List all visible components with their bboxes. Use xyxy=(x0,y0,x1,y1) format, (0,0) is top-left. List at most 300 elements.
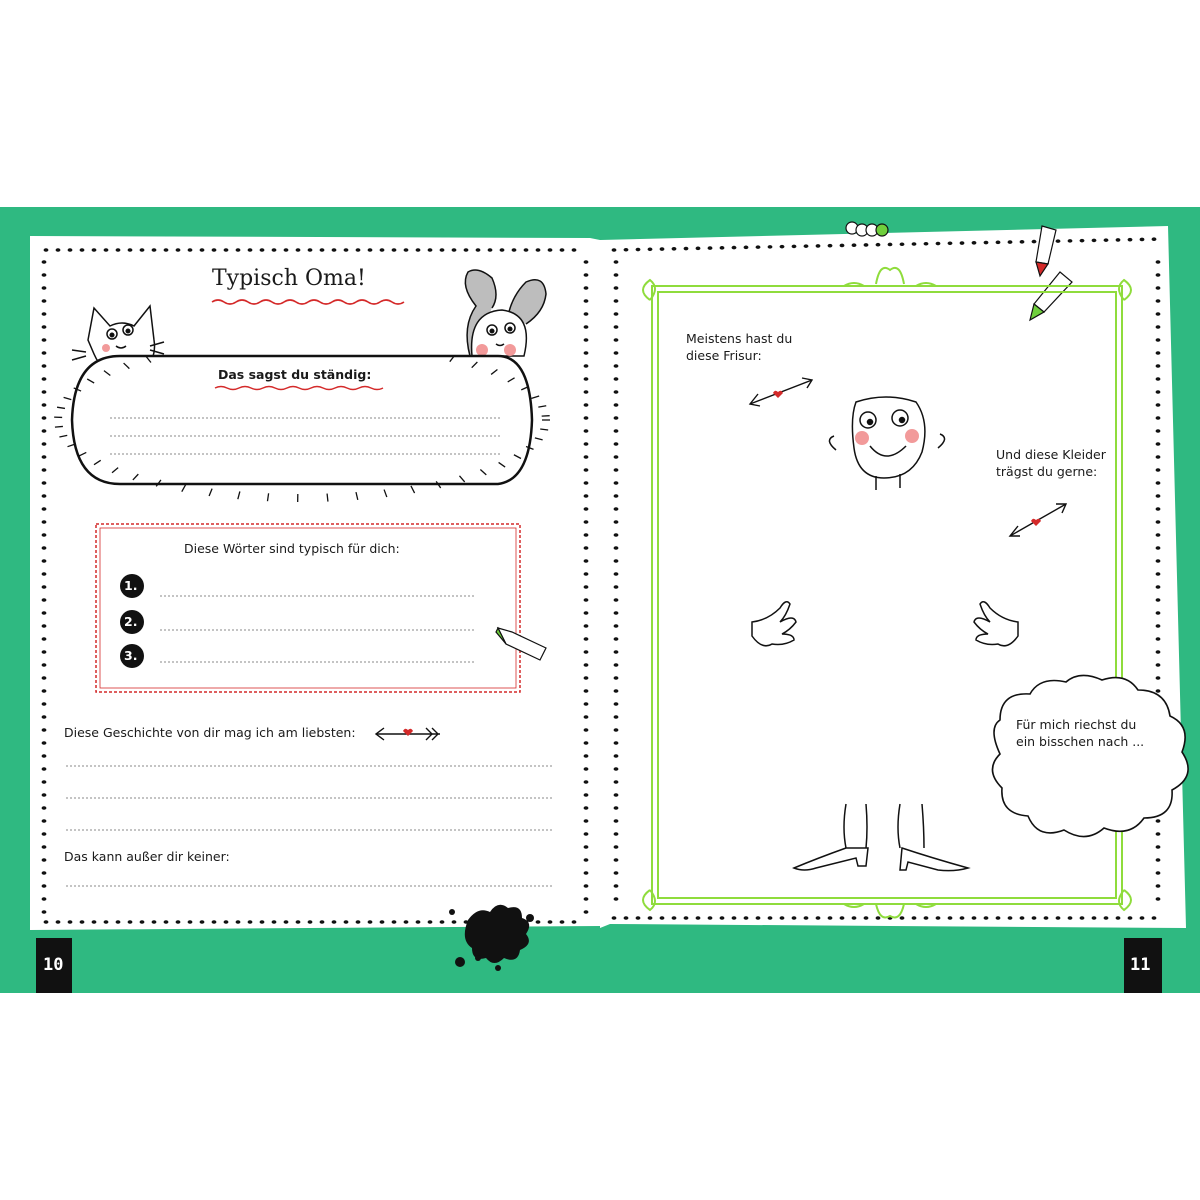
border-dot xyxy=(828,244,833,248)
border-dot xyxy=(584,559,589,563)
border-dot xyxy=(1156,520,1161,524)
hair-prompt: Meistens hast du diese Frisur: xyxy=(686,331,793,363)
border-dot xyxy=(560,920,565,924)
border-dot xyxy=(584,832,589,836)
border-dot xyxy=(768,916,773,920)
border-dot xyxy=(42,767,47,771)
border-dot xyxy=(614,780,619,784)
border-dot xyxy=(948,916,953,920)
border-dot xyxy=(614,286,619,290)
border-dot xyxy=(42,572,47,576)
border-dot xyxy=(584,676,589,680)
border-dot xyxy=(284,920,289,924)
border-dot xyxy=(42,325,47,329)
border-dot xyxy=(356,920,361,924)
border-dot xyxy=(80,248,85,252)
border-dot xyxy=(128,920,133,924)
border-dot xyxy=(614,897,619,901)
border-dot xyxy=(584,663,589,667)
caterpillar-icon xyxy=(846,222,888,236)
border-dot xyxy=(464,248,469,252)
border-dot xyxy=(1032,916,1037,920)
border-dot xyxy=(440,920,445,924)
border-dot xyxy=(614,845,619,849)
border-dot xyxy=(152,248,157,252)
border-dot xyxy=(176,248,181,252)
border-dot xyxy=(614,585,619,589)
border-dot xyxy=(104,248,109,252)
border-dot xyxy=(1104,916,1109,920)
border-dot xyxy=(780,916,785,920)
border-dot xyxy=(1156,585,1161,589)
border-dot xyxy=(584,910,589,914)
border-dot xyxy=(44,248,49,252)
border-dot xyxy=(42,468,47,472)
border-dot xyxy=(1044,916,1049,920)
border-dot xyxy=(42,260,47,264)
border-dot xyxy=(1080,916,1085,920)
border-dot xyxy=(320,920,325,924)
border-dot xyxy=(584,481,589,485)
border-dot xyxy=(584,494,589,498)
border-dot xyxy=(780,245,785,249)
border-dot xyxy=(42,728,47,732)
border-dot xyxy=(1156,299,1161,303)
border-dot xyxy=(584,611,589,615)
border-dot xyxy=(42,481,47,485)
border-dot xyxy=(42,910,47,914)
border-dot xyxy=(42,364,47,368)
border-dot xyxy=(584,416,589,420)
cloud-bubble xyxy=(992,675,1188,836)
border-dot xyxy=(1156,325,1161,329)
border-dot xyxy=(584,624,589,628)
border-dot xyxy=(1140,916,1145,920)
border-dot xyxy=(1156,819,1161,823)
border-dot xyxy=(584,312,589,316)
border-dot xyxy=(42,533,47,537)
border-dot xyxy=(260,248,265,252)
border-dot xyxy=(1156,845,1161,849)
border-dot xyxy=(42,559,47,563)
border-dot xyxy=(732,916,737,920)
border-dot xyxy=(1092,239,1097,243)
border-dot xyxy=(1156,364,1161,368)
border-dot xyxy=(236,920,241,924)
border-dot xyxy=(42,273,47,277)
border-dot xyxy=(42,871,47,875)
border-dot xyxy=(212,248,217,252)
border-dot xyxy=(1156,403,1161,407)
border-dot xyxy=(92,248,97,252)
border-dot xyxy=(1056,239,1061,243)
border-dot xyxy=(80,920,85,924)
border-dot xyxy=(140,248,145,252)
border-dot xyxy=(614,728,619,732)
border-dot xyxy=(92,920,97,924)
border-dot xyxy=(840,916,845,920)
border-dot xyxy=(624,916,629,920)
border-dot xyxy=(852,243,857,247)
border-dot xyxy=(614,715,619,719)
list-number: 1. xyxy=(124,578,138,593)
border-dot xyxy=(42,377,47,381)
border-dot xyxy=(614,481,619,485)
border-dot xyxy=(732,246,737,250)
border-dot xyxy=(1156,338,1161,342)
border-dot xyxy=(584,689,589,693)
border-dot xyxy=(636,916,641,920)
border-dot xyxy=(42,689,47,693)
border-dot xyxy=(572,920,577,924)
border-dot xyxy=(368,920,373,924)
border-dot xyxy=(584,702,589,706)
border-dot xyxy=(614,702,619,706)
border-dot xyxy=(428,248,433,252)
border-dot xyxy=(584,429,589,433)
page-number-left: 10 xyxy=(43,955,64,975)
border-dot xyxy=(684,247,689,251)
border-dot xyxy=(320,248,325,252)
border-dot xyxy=(1156,884,1161,888)
border-dot xyxy=(984,916,989,920)
border-dot xyxy=(614,637,619,641)
border-dot xyxy=(614,767,619,771)
border-dot xyxy=(584,507,589,511)
border-dot xyxy=(42,455,47,459)
border-dot xyxy=(584,754,589,758)
border-dot xyxy=(42,403,47,407)
border-dot xyxy=(42,338,47,342)
border-dot xyxy=(584,598,589,602)
border-dot xyxy=(42,507,47,511)
clothes-prompt: Und diese Kleider trägst du gerne: xyxy=(996,447,1106,479)
border-dot xyxy=(648,916,653,920)
border-dot xyxy=(1128,916,1133,920)
border-dot xyxy=(876,916,881,920)
border-dot xyxy=(852,916,857,920)
border-dot xyxy=(1008,240,1013,244)
border-dot xyxy=(1156,598,1161,602)
border-dot xyxy=(1156,858,1161,862)
border-dot xyxy=(744,246,749,250)
words-heading: Diese Wörter sind typisch für dich: xyxy=(184,541,400,556)
border-dot xyxy=(756,916,761,920)
border-dot xyxy=(116,248,121,252)
border-dot xyxy=(524,248,529,252)
smell-prompt: Für mich riechst du ein bisschen nach ... xyxy=(1016,717,1145,749)
border-dot xyxy=(140,920,145,924)
border-dot xyxy=(584,260,589,264)
border-dot xyxy=(42,585,47,589)
border-dot xyxy=(164,248,169,252)
border-dot xyxy=(42,624,47,628)
border-dot xyxy=(614,351,619,355)
border-dot xyxy=(888,243,893,247)
border-dot xyxy=(584,273,589,277)
skill-prompt: Das kann außer dir keiner: xyxy=(64,849,230,864)
border-dot xyxy=(912,916,917,920)
border-dot xyxy=(584,325,589,329)
border-dot xyxy=(614,429,619,433)
border-dot xyxy=(1156,468,1161,472)
border-dot xyxy=(614,377,619,381)
border-dot xyxy=(1156,546,1161,550)
border-dot xyxy=(1156,286,1161,290)
border-dot xyxy=(308,920,313,924)
border-dot xyxy=(1156,637,1161,641)
border-dot xyxy=(720,246,725,250)
border-dot xyxy=(1056,916,1061,920)
border-dot xyxy=(972,241,977,245)
border-dot xyxy=(42,884,47,888)
border-dot xyxy=(1152,916,1157,920)
border-dot xyxy=(164,920,169,924)
border-dot xyxy=(42,416,47,420)
border-dot xyxy=(42,741,47,745)
border-dot xyxy=(614,806,619,810)
border-dot xyxy=(332,248,337,252)
border-dot xyxy=(996,241,1001,245)
border-dot xyxy=(864,243,869,247)
border-dot xyxy=(308,248,313,252)
border-dot xyxy=(1156,689,1161,693)
border-dot xyxy=(1156,650,1161,654)
border-dot xyxy=(356,248,361,252)
border-dot xyxy=(1156,351,1161,355)
border-dot xyxy=(42,520,47,524)
border-dot xyxy=(380,248,385,252)
border-dot xyxy=(614,338,619,342)
border-dot xyxy=(584,533,589,537)
border-dot xyxy=(224,920,229,924)
border-dot xyxy=(614,507,619,511)
border-dot xyxy=(924,916,929,920)
border-dot xyxy=(1156,481,1161,485)
border-dot xyxy=(816,244,821,248)
border-dot xyxy=(948,241,953,245)
border-dot xyxy=(792,916,797,920)
border-dot xyxy=(236,248,241,252)
border-dot xyxy=(1116,238,1121,242)
border-dot xyxy=(636,248,641,252)
border-dot xyxy=(584,884,589,888)
border-dot xyxy=(912,242,917,246)
border-dot xyxy=(188,248,193,252)
border-dot xyxy=(584,819,589,823)
border-dot xyxy=(584,585,589,589)
border-dot xyxy=(584,715,589,719)
border-dot xyxy=(614,741,619,745)
border-dot xyxy=(488,248,493,252)
border-dot xyxy=(536,920,541,924)
border-dot xyxy=(1152,237,1157,241)
border-dot xyxy=(1020,240,1025,244)
border-dot xyxy=(614,442,619,446)
border-dot xyxy=(804,244,809,248)
border-dot xyxy=(584,455,589,459)
border-dot xyxy=(1116,916,1121,920)
border-dot xyxy=(1156,494,1161,498)
border-dot xyxy=(42,715,47,719)
border-dot xyxy=(128,248,133,252)
border-dot xyxy=(584,286,589,290)
border-dot xyxy=(614,468,619,472)
border-dot xyxy=(614,819,619,823)
border-dot xyxy=(614,455,619,459)
border-dot xyxy=(614,871,619,875)
border-dot xyxy=(584,845,589,849)
border-dot xyxy=(828,916,833,920)
border-dot xyxy=(42,598,47,602)
border-dot xyxy=(614,611,619,615)
border-dot xyxy=(536,248,541,252)
border-dot xyxy=(584,572,589,576)
border-dot xyxy=(614,572,619,576)
border-dot xyxy=(696,916,701,920)
border-dot xyxy=(614,312,619,316)
border-dot xyxy=(768,245,773,249)
border-dot xyxy=(200,248,205,252)
border-dot xyxy=(614,533,619,537)
border-dot xyxy=(792,245,797,249)
list-number: 2. xyxy=(124,614,138,629)
border-dot xyxy=(380,920,385,924)
border-dot xyxy=(42,546,47,550)
border-dot xyxy=(1092,916,1097,920)
border-dot xyxy=(900,242,905,246)
page-title: Typisch Oma! xyxy=(212,266,366,291)
border-dot xyxy=(1156,897,1161,901)
border-dot xyxy=(614,689,619,693)
border-dot xyxy=(614,494,619,498)
border-dot xyxy=(42,637,47,641)
border-dot xyxy=(260,920,265,924)
border-dot xyxy=(200,920,205,924)
border-dot xyxy=(104,920,109,924)
border-dot xyxy=(560,248,565,252)
border-dot xyxy=(696,247,701,251)
border-dot xyxy=(1104,238,1109,242)
border-dot xyxy=(614,416,619,420)
border-dot xyxy=(404,248,409,252)
border-dot xyxy=(296,920,301,924)
border-dot xyxy=(42,312,47,316)
border-dot xyxy=(614,546,619,550)
border-dot xyxy=(584,299,589,303)
border-dot xyxy=(1156,871,1161,875)
border-dot xyxy=(864,916,869,920)
border-dot xyxy=(614,299,619,303)
border-dot xyxy=(614,884,619,888)
border-dot xyxy=(296,248,301,252)
border-dot xyxy=(672,247,677,251)
border-dot xyxy=(1080,239,1085,243)
border-dot xyxy=(42,780,47,784)
border-dot xyxy=(116,920,121,924)
border-dot xyxy=(614,676,619,680)
border-dot xyxy=(548,248,553,252)
border-dot xyxy=(368,248,373,252)
border-dot xyxy=(272,920,277,924)
border-dot xyxy=(614,559,619,563)
border-dot xyxy=(936,242,941,246)
border-dot xyxy=(584,871,589,875)
border-dot xyxy=(584,728,589,732)
border-dot xyxy=(1156,390,1161,394)
border-dot xyxy=(212,920,217,924)
border-dot xyxy=(152,920,157,924)
border-dot xyxy=(684,916,689,920)
border-dot xyxy=(1156,442,1161,446)
border-dot xyxy=(1156,624,1161,628)
border-dot xyxy=(612,916,617,920)
border-dot xyxy=(584,806,589,810)
border-dot xyxy=(816,916,821,920)
border-dot xyxy=(614,754,619,758)
border-dot xyxy=(42,702,47,706)
border-dot xyxy=(614,793,619,797)
border-dot xyxy=(404,920,409,924)
border-dot xyxy=(900,916,905,920)
border-dot xyxy=(1156,663,1161,667)
border-dot xyxy=(42,494,47,498)
border-dot xyxy=(1156,507,1161,511)
border-dot xyxy=(392,248,397,252)
border-dot xyxy=(584,858,589,862)
border-dot xyxy=(42,819,47,823)
bubble-heading: Das sagst du ständig: xyxy=(218,367,372,382)
border-dot xyxy=(1068,239,1073,243)
border-dot xyxy=(614,403,619,407)
border-dot xyxy=(984,241,989,245)
border-dot xyxy=(416,248,421,252)
border-dot xyxy=(56,920,61,924)
border-dot xyxy=(44,920,49,924)
border-dot xyxy=(660,247,665,251)
border-dot xyxy=(614,650,619,654)
border-dot xyxy=(584,377,589,381)
border-dot xyxy=(452,248,457,252)
border-dot xyxy=(42,390,47,394)
page-number-right: 11 xyxy=(1130,955,1151,975)
border-dot xyxy=(1140,238,1145,242)
border-dot xyxy=(42,299,47,303)
border-dot xyxy=(1008,916,1013,920)
border-dot xyxy=(1156,676,1161,680)
border-dot xyxy=(744,916,749,920)
border-dot xyxy=(548,920,553,924)
border-dot xyxy=(972,916,977,920)
border-dot xyxy=(272,248,277,252)
border-dot xyxy=(936,916,941,920)
border-dot xyxy=(660,916,665,920)
border-dot xyxy=(428,920,433,924)
border-dot xyxy=(332,920,337,924)
border-dot xyxy=(624,248,629,252)
border-dot xyxy=(584,520,589,524)
border-dot xyxy=(1156,377,1161,381)
border-dot xyxy=(42,897,47,901)
border-dot xyxy=(584,403,589,407)
border-dot xyxy=(614,325,619,329)
border-dot xyxy=(614,624,619,628)
border-dot xyxy=(584,351,589,355)
border-dot xyxy=(1068,916,1073,920)
border-dot xyxy=(584,338,589,342)
border-dot xyxy=(614,520,619,524)
border-dot xyxy=(56,248,61,252)
